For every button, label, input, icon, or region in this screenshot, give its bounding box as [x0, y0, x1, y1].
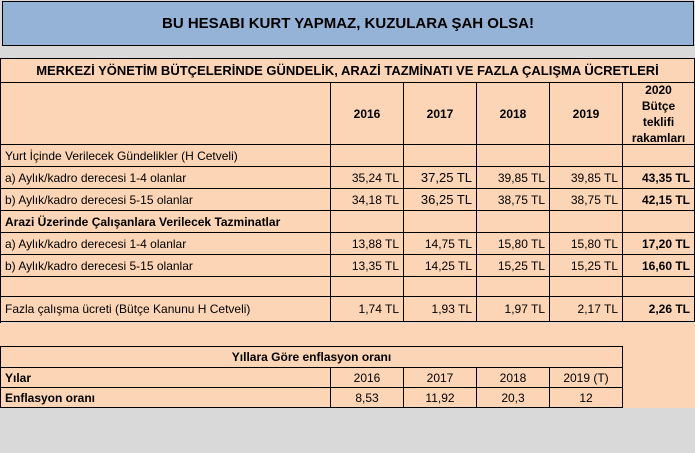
years-label: Yılar	[1, 368, 331, 388]
filler-block	[623, 323, 695, 408]
value-cell: 39,85 TL	[550, 167, 623, 189]
inflation-rate: 12	[550, 388, 623, 408]
year-header-2017: 2017	[404, 83, 477, 145]
empty-cell	[623, 211, 695, 233]
empty-cell	[331, 211, 404, 233]
value-cell: 1,93 TL	[404, 297, 477, 322]
value-cell: 2,17 TL	[550, 297, 623, 322]
section-title-field: Arazi Üzerinde Çalışanlara Verilecek Tazminatlar	[1, 211, 331, 233]
empty-cell	[331, 277, 404, 297]
main-table-title: MERKEZİ YÖNETİM BÜTÇELERİNDE GÜNDELİK, ARAZİ TAZMİNATI VE FAZLA ÇALIŞMA ÜCRETLERİ	[1, 59, 695, 83]
empty-cell	[550, 211, 623, 233]
empty-cell	[477, 277, 550, 297]
inflation-year: 2018	[477, 368, 550, 388]
year-header-2019: 2019	[550, 83, 623, 145]
empty-cell	[404, 277, 477, 297]
inflation-year: 2016	[331, 368, 404, 388]
year-header-2018: 2018	[477, 83, 550, 145]
empty-cell	[331, 145, 404, 167]
value-cell: 15,80 TL	[477, 233, 550, 255]
value-cell: 36,25 TL	[404, 189, 477, 211]
inflation-title: Yıllara Göre enflasyon oranı	[0, 346, 623, 368]
value-cell: 35,24 TL	[331, 167, 404, 189]
inflation-rate: 11,92	[404, 388, 477, 408]
empty-cell	[550, 145, 623, 167]
budget-header: 2020 Bütçe teklifi rakamları	[623, 83, 695, 145]
banner-title: BU HESABI KURT YAPMAZ, KUZULARA ŞAH OLSA!	[162, 15, 534, 32]
banner	[2, 1, 694, 46]
value-cell: 1,97 TL	[477, 297, 550, 322]
row-label: b) Aylık/kadro derecesi 5-15 olanlar	[1, 255, 331, 277]
value-cell: 15,25 TL	[550, 255, 623, 277]
value-cell: 38,75 TL	[477, 189, 550, 211]
budget-value-cell: 16,60 TL	[623, 255, 695, 277]
value-cell: 15,80 TL	[550, 233, 623, 255]
empty-cell	[550, 277, 623, 297]
budget-value-cell: 42,15 TL	[623, 189, 695, 211]
inflation-rate: 8,53	[331, 388, 404, 408]
empty-cell	[404, 145, 477, 167]
row-label: a) Aylık/kadro derecesi 1-4 olanlar	[1, 167, 331, 189]
empty-cell	[623, 277, 695, 297]
empty-cell	[477, 211, 550, 233]
inflation-year: 2017	[404, 368, 477, 388]
empty-cell	[404, 211, 477, 233]
budget-value-cell: 2,26 TL	[623, 297, 695, 322]
year-header-2016: 2016	[331, 83, 404, 145]
empty-cell	[623, 145, 695, 167]
budget-value-cell: 43,35 TL	[623, 167, 695, 189]
inflation-table	[0, 350, 623, 408]
rate-label: Enflasyon oranı	[1, 388, 331, 408]
budget-value-cell: 17,20 TL	[623, 233, 695, 255]
main-table	[0, 58, 695, 323]
inflation-year: 2019 (T)	[550, 368, 623, 388]
empty-cell	[477, 145, 550, 167]
value-cell: 37,25 TL	[404, 167, 477, 189]
header-label-cell	[1, 83, 331, 145]
value-cell: 13,35 TL	[331, 255, 404, 277]
empty-cell	[1, 277, 331, 297]
inflation-rate: 20,3	[477, 388, 550, 408]
value-cell: 38,75 TL	[550, 189, 623, 211]
value-cell: 15,25 TL	[477, 255, 550, 277]
value-cell: 14,75 TL	[404, 233, 477, 255]
value-cell: 14,25 TL	[404, 255, 477, 277]
value-cell: 1,74 TL	[331, 297, 404, 322]
row-label: a) Aylık/kadro derecesi 1-4 olanlar	[1, 233, 331, 255]
section-title-daily: Yurt İçinde Verilecek Gündelikler (H Cetveli)	[1, 145, 331, 167]
row-label: b) Aylık/kadro derecesi 5-15 olanlar	[1, 189, 331, 211]
value-cell: 34,18 TL	[331, 189, 404, 211]
value-cell: 39,85 TL	[477, 167, 550, 189]
value-cell: 13,88 TL	[331, 233, 404, 255]
overtime-label: Fazla çalışma ücreti (Bütçe Kanunu H Cetveli)	[1, 297, 331, 322]
